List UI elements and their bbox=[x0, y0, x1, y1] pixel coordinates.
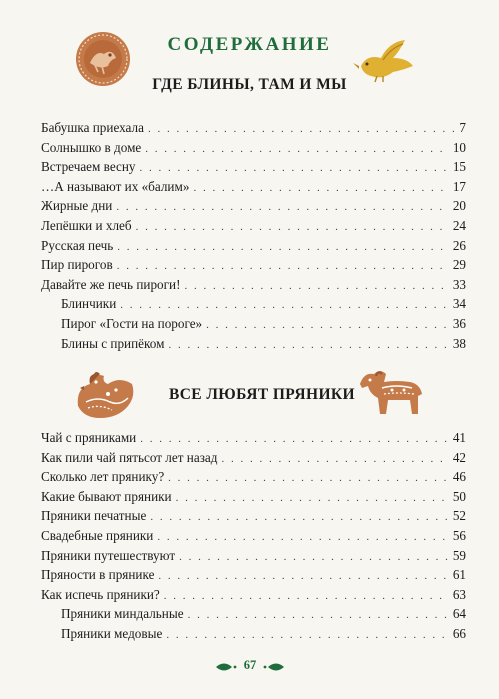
toc-entry-title: Солнышко в доме bbox=[41, 139, 142, 155]
toc-entry-title: Чай с пряниками bbox=[41, 430, 137, 445]
dot-leader bbox=[221, 450, 448, 470]
dot-leader bbox=[116, 198, 448, 218]
toc-entry[interactable] bbox=[41, 526, 466, 546]
toc-entry-title: Пирог «Гости на пороге» bbox=[61, 315, 203, 331]
toc-entry-title: Русская печь bbox=[41, 237, 114, 253]
toc-entry-page: 24 bbox=[452, 217, 466, 233]
toc-entry-page: 64 bbox=[452, 606, 466, 622]
dot-leader bbox=[166, 626, 448, 646]
toc-subentry[interactable] bbox=[41, 624, 466, 644]
dot-leader bbox=[164, 587, 449, 607]
toc-subentry[interactable] bbox=[41, 314, 466, 334]
toc-entry[interactable] bbox=[41, 118, 466, 138]
dot-leader bbox=[150, 508, 448, 528]
dot-leader bbox=[188, 606, 449, 626]
toc-entry[interactable] bbox=[41, 467, 466, 487]
toc-entry-page: 50 bbox=[452, 488, 466, 504]
toc-entry-page: 46 bbox=[452, 469, 466, 485]
toc-entry-title: Лепёшки и хлеб bbox=[41, 217, 132, 233]
rooster-gingerbread-icon bbox=[68, 366, 140, 424]
toc-entry[interactable] bbox=[41, 506, 466, 526]
toc-list-gingerbread bbox=[41, 428, 466, 644]
dot-leader bbox=[206, 316, 449, 336]
toc-entry-title: Жирные дни bbox=[41, 198, 113, 214]
dot-leader bbox=[176, 489, 449, 509]
toc-entry[interactable] bbox=[41, 196, 466, 216]
toc-entry-page: 7 bbox=[459, 120, 466, 135]
toc-entry-page: 20 bbox=[452, 198, 466, 214]
toc-subentry[interactable] bbox=[41, 334, 466, 354]
dot-leader bbox=[185, 277, 449, 297]
toc-entry-page: 42 bbox=[452, 449, 466, 465]
toc-entry-title: Какие бывают пряники bbox=[41, 488, 172, 504]
toc-entry-page: 63 bbox=[452, 586, 466, 602]
toc-entry-page: 59 bbox=[452, 547, 466, 563]
toc-entry-page: 26 bbox=[452, 237, 466, 253]
toc-entry[interactable] bbox=[41, 177, 466, 197]
toc-entry[interactable] bbox=[41, 275, 466, 295]
toc-subentry[interactable] bbox=[41, 294, 466, 314]
toc-entry-page: 29 bbox=[452, 257, 466, 273]
toc-entry-title: Пряники медовые bbox=[61, 625, 163, 641]
toc-entry-title: Пир пирогов bbox=[41, 257, 113, 273]
toc-entry[interactable] bbox=[41, 157, 466, 177]
section-title-pancakes: ГДЕ БЛИНЫ, ТАМ И МЫ bbox=[152, 76, 347, 93]
dot-leader bbox=[136, 218, 449, 238]
toc-entry[interactable] bbox=[41, 216, 466, 236]
toc-entry-page: 56 bbox=[452, 527, 466, 543]
toc-entry-page: 52 bbox=[452, 508, 466, 524]
toc-entry-title: Пряники печатные bbox=[41, 508, 147, 524]
page-title: СОДЕРЖАНИЕ bbox=[167, 34, 332, 55]
page-number-text: 67 bbox=[243, 658, 257, 672]
toc-entry-page: 17 bbox=[452, 178, 466, 194]
toc-entry[interactable] bbox=[41, 138, 466, 158]
toc-entry-title: Блины с припёком bbox=[61, 335, 165, 351]
toc-entry[interactable] bbox=[41, 448, 466, 468]
toc-entry-title: Блинчики bbox=[61, 296, 117, 312]
toc-entry-title: Как пили чай пятьсот лет назад bbox=[41, 449, 218, 465]
dot-leader bbox=[145, 140, 449, 160]
toc-entry-title: Пряники миндальные bbox=[61, 606, 184, 622]
dot-leader bbox=[117, 238, 449, 258]
horse-gingerbread-icon bbox=[352, 364, 428, 420]
toc-entry-page: 36 bbox=[452, 315, 466, 331]
dot-leader bbox=[157, 528, 448, 548]
dot-leader bbox=[168, 469, 449, 489]
toc-entry-page: 41 bbox=[452, 430, 466, 445]
toc-entry[interactable] bbox=[41, 487, 466, 507]
toc-entry-title: Давайте же печь пироги! bbox=[41, 276, 181, 292]
toc-subentry[interactable] bbox=[41, 604, 466, 624]
page-number bbox=[210, 656, 290, 678]
toc-entry-title: Пряности в прянике bbox=[41, 567, 155, 583]
toc-entry-page: 38 bbox=[452, 335, 466, 351]
dot-leader bbox=[158, 567, 448, 587]
toc-entry-page: 66 bbox=[452, 625, 466, 641]
toc-entry[interactable] bbox=[41, 428, 466, 448]
toc-entry-title: Пряники путешествуют bbox=[41, 547, 176, 563]
toc-list-pancakes bbox=[41, 118, 466, 353]
dot-leader bbox=[148, 120, 455, 140]
toc-entry[interactable] bbox=[41, 585, 466, 605]
toc-entry[interactable] bbox=[41, 565, 466, 585]
dot-leader bbox=[193, 179, 448, 199]
toc-entry[interactable] bbox=[41, 255, 466, 275]
section-title-gingerbread: ВСЕ ЛЮБЯТ ПРЯНИКИ bbox=[168, 386, 356, 403]
toc-entry-title: Как испечь пряники? bbox=[41, 586, 160, 602]
toc-entry-page: 33 bbox=[452, 276, 466, 292]
toc-entry-title: …А называют их «балим» bbox=[41, 178, 190, 194]
toc-entry-title: Свадебные пряники bbox=[41, 527, 154, 543]
toc-entry-title: Бабушка приехала bbox=[41, 120, 144, 135]
toc-entry[interactable] bbox=[41, 236, 466, 256]
toc-entry-page: 34 bbox=[452, 296, 466, 312]
toc-entry-page: 10 bbox=[452, 139, 466, 155]
dot-leader bbox=[168, 336, 448, 356]
toc-entry-page: 15 bbox=[452, 159, 466, 175]
toc-entry[interactable] bbox=[41, 546, 466, 566]
dot-leader bbox=[179, 548, 449, 568]
toc-entry-title: Встречаем весну bbox=[41, 159, 136, 175]
toc-entry-title: Сколько лет прянику? bbox=[41, 469, 165, 485]
toc-entry-page: 61 bbox=[452, 567, 466, 583]
